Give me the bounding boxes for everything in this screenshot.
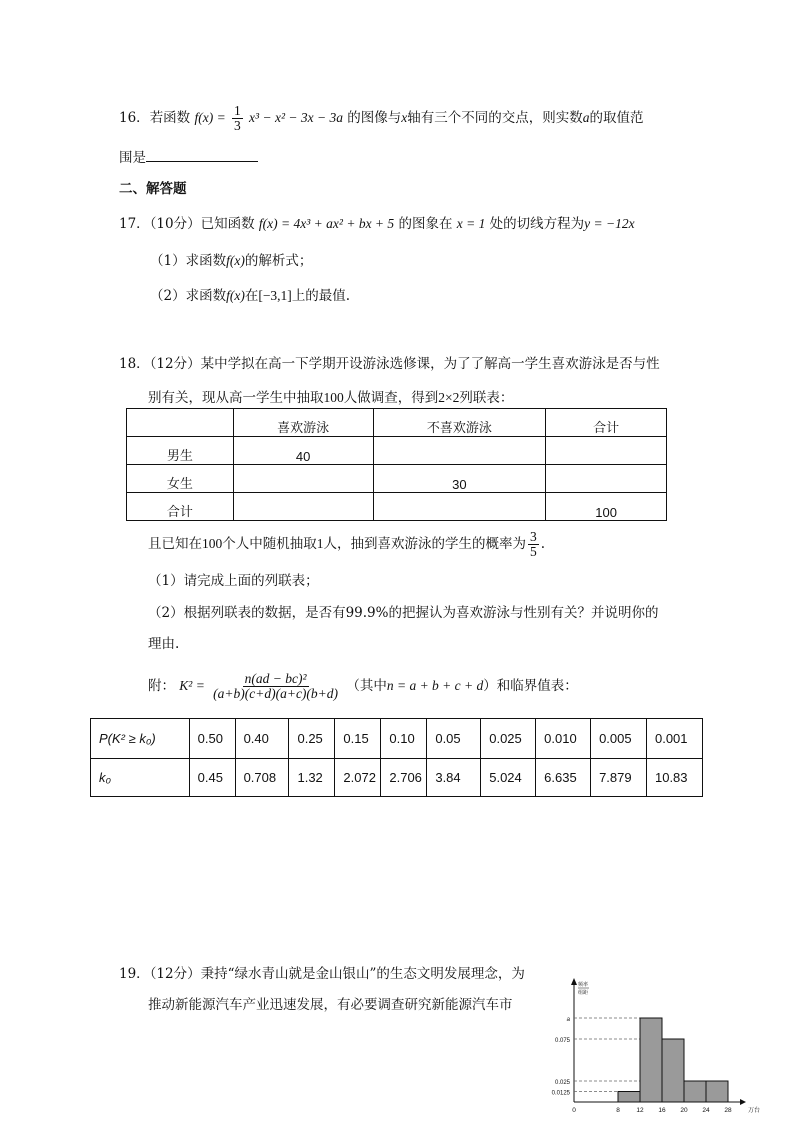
q18-k2: K² = — [179, 678, 205, 694]
x-tick-label: 12 — [636, 1107, 644, 1114]
table-cell — [546, 437, 667, 465]
x-axis-arrow — [740, 1099, 746, 1105]
critical-k-cell: 0.708 — [235, 759, 289, 797]
critical-p-cell: 0.50 — [189, 719, 235, 759]
x-axis-label: 万台 — [748, 1108, 761, 1114]
q19-line1 — [119, 962, 525, 982]
q18-line2-b: 人做调查，得到 — [343, 390, 439, 406]
critical-p-cell: 0.05 — [427, 719, 481, 759]
q18-prob-end: . — [540, 536, 546, 553]
q17-tangent: y = −12x — [584, 216, 635, 231]
critical-k-cell: 6.635 — [536, 759, 591, 797]
q18-line2-c: 列联表： — [459, 390, 514, 406]
x-tick-label: 8 — [616, 1107, 620, 1114]
y-tick-label: 0.075 — [554, 1038, 570, 1044]
q17-p2-text-a: 求函数 — [185, 288, 227, 304]
q18-k2-where: n = a + b + c + d — [386, 678, 484, 694]
critical-p-cell: 0.25 — [289, 719, 335, 759]
table-header-cell: 不喜欢游泳 — [373, 409, 546, 437]
table-row-label: 女生 — [127, 465, 234, 493]
table-row — [91, 759, 703, 797]
q18-line2-dim: 2×2 — [438, 390, 460, 405]
table-row-label: 合计 — [127, 493, 234, 521]
x-tick-label: 0 — [572, 1107, 576, 1114]
q16-text-a: 若函数 — [149, 110, 191, 127]
q18-line1-text: 某中学拟在高一下学期开设游泳选修课，为了了解高一学生喜欢游泳是否与性 — [200, 356, 660, 372]
table-cell — [546, 465, 667, 493]
q16-line2 — [119, 146, 258, 166]
q19-number: 19． — [119, 966, 150, 982]
table-cell: 100 — [546, 493, 667, 521]
q18-prob-one: 1 — [316, 536, 324, 552]
q18-line2-n: 100 — [323, 390, 344, 405]
q17-p2-text-c: 上的最值. — [291, 288, 351, 304]
table-row — [127, 409, 667, 437]
table-row — [127, 493, 667, 521]
table-header-cell: 喜欢游泳 — [233, 409, 373, 437]
q16-number: 16． — [119, 110, 150, 127]
table-cell — [127, 409, 234, 437]
q17-text-b: 的图象在 — [398, 216, 453, 232]
q17-p1-label: （1） — [150, 253, 186, 269]
q17-part1 — [150, 249, 312, 269]
q17-part2 — [150, 284, 350, 304]
q17-text-a: 已知函数 — [200, 216, 255, 232]
q17-number: 17． — [119, 216, 150, 232]
q16-text-b: 的图像与 — [347, 110, 402, 127]
y-tick-label: 0.0125 — [551, 1090, 570, 1097]
table-cell — [233, 493, 373, 521]
histogram-bar — [662, 1039, 684, 1102]
q18-line1 — [119, 352, 660, 372]
table-cell: 40 — [233, 437, 373, 465]
critical-row-label: k₀ — [91, 759, 190, 797]
histogram-bar — [640, 1018, 662, 1102]
q19-line1-text: 秉持“绿水青山就是金山银山”的生态文明发展理念，为 — [200, 966, 525, 982]
critical-k-cell: 5.024 — [481, 759, 536, 797]
y-tick-label: 0.025 — [554, 1080, 570, 1086]
frequency-histogram — [545, 963, 765, 1123]
q18-line2 — [148, 386, 513, 406]
q18-score: （12分） — [149, 356, 201, 372]
q17-p2-text-b: 在 — [244, 288, 259, 304]
y-axis-arrow — [571, 978, 577, 985]
q16-line1 — [119, 104, 644, 133]
q18-part1: （1）请完成上面的列联表； — [148, 573, 319, 589]
critical-value-table — [90, 718, 703, 797]
q16-answer-blank[interactable] — [146, 147, 258, 162]
critical-p-cell: 0.10 — [381, 719, 427, 759]
critical-p-cell: 0.001 — [646, 719, 702, 759]
q18-line2-a: 别有关，现从高一学生中抽取 — [148, 390, 324, 406]
critical-k-cell: 3.84 — [427, 759, 481, 797]
section-title: 二、解答题 — [119, 181, 187, 197]
critical-p-cell: 0.40 — [235, 719, 289, 759]
q17-p1-text-b: 的解析式； — [244, 253, 313, 269]
q17-text-c: 处的切线方程为 — [489, 216, 585, 232]
q18-part2-cont: 理由. — [148, 636, 180, 652]
q16-text-d: 的取值范 — [589, 110, 644, 127]
q18-appendix-label: 附： — [148, 678, 175, 695]
table-row — [127, 465, 667, 493]
y-tick-label: a — [566, 1017, 570, 1023]
q18-k2-fraction: $\frac{\text{n(ad − bc)²}}{(a+b)(c+d)(a+c)(b+d)}$ — [213, 671, 339, 702]
q18-prob-c: 人，抽到喜欢游泳的学生的概率为 — [323, 536, 526, 553]
q17-line1 — [119, 212, 635, 232]
q17-p1-func: f(x) — [226, 253, 245, 268]
q17-p2-label: （2） — [150, 288, 186, 304]
critical-k-cell: 0.45 — [189, 759, 235, 797]
q18-formula-line — [148, 672, 578, 701]
q17-func: f(x) = 4x³ + ax² + bx + 5 — [258, 216, 395, 231]
critical-row-label: P(K² ≥ k₀) — [91, 719, 190, 759]
critical-k-cell: 2.706 — [381, 759, 427, 797]
y-axis-label-top: 频率 — [578, 982, 589, 988]
table-cell — [233, 465, 373, 493]
q18-prob-n: 100 — [202, 536, 223, 552]
histogram-bar — [618, 1092, 640, 1103]
critical-k-cell: 10.83 — [646, 759, 702, 797]
q16-var-x: x — [401, 110, 408, 126]
q17-p2-func: f(x) — [226, 288, 245, 303]
q16-var-a: a — [582, 110, 590, 126]
x-tick-label: 20 — [680, 1107, 688, 1114]
q17-p2-interval: [−3,1] — [258, 288, 292, 303]
critical-p-cell: 0.005 — [591, 719, 647, 759]
q16-text-c: 轴有三个不同的交点，则实数 — [407, 110, 583, 127]
table-header-cell: 合计 — [546, 409, 667, 437]
critical-k-cell: 1.32 — [289, 759, 335, 797]
critical-k-cell: 2.072 — [335, 759, 381, 797]
q18-prob-a: 且已知在 — [148, 536, 202, 553]
x-tick-label: 24 — [702, 1107, 710, 1114]
q16-func-rhs: x³ − x² − 3x − 3a — [249, 110, 343, 126]
histogram-bar — [684, 1081, 706, 1102]
q16-fraction: $\frac{1}{3}$ — [234, 103, 241, 134]
histogram-bar — [706, 1081, 728, 1102]
q17-score: （10分） — [149, 216, 201, 232]
table-cell: 30 — [373, 465, 546, 493]
table-cell — [373, 437, 546, 465]
q17-cond: x = 1 — [456, 216, 486, 231]
critical-p-cell: 0.010 — [536, 719, 591, 759]
table-cell — [373, 493, 546, 521]
table-row-label: 男生 — [127, 437, 234, 465]
q16-text-e: 围是 — [119, 150, 146, 166]
contingency-table — [126, 408, 667, 521]
y-axis-label-bottom: 组距 — [578, 990, 589, 996]
q18-k2-where-a: （其中 — [346, 678, 387, 695]
q17-p1-text-a: 求函数 — [185, 253, 227, 269]
q19-line2: 推动新能源汽车产业迅速发展，有必要调查研究新能源汽车市 — [148, 997, 513, 1013]
q18-number: 18． — [119, 356, 150, 372]
q16-func-lhs: f(x) = — [194, 110, 226, 126]
q18-part2: （2）根据列联表的数据，是否有99.9%的把握认为喜欢游泳与性别有关？并说明你的 — [148, 605, 659, 621]
table-row — [127, 437, 667, 465]
critical-p-cell: 0.025 — [481, 719, 536, 759]
critical-k-cell: 7.879 — [591, 759, 647, 797]
x-tick-label: 28 — [724, 1107, 732, 1114]
q19-score: （12分） — [149, 966, 201, 982]
table-row — [91, 719, 703, 759]
critical-p-cell: 0.15 — [335, 719, 381, 759]
x-tick-label: 16 — [658, 1107, 666, 1114]
q18-probability-line — [148, 530, 545, 559]
q18-k2-where-b: ）和临界值表： — [483, 678, 578, 695]
q18-prob-fraction: $\frac{3}{5}$ — [530, 529, 537, 560]
q18-prob-b: 个人中随机抽取 — [222, 536, 317, 553]
